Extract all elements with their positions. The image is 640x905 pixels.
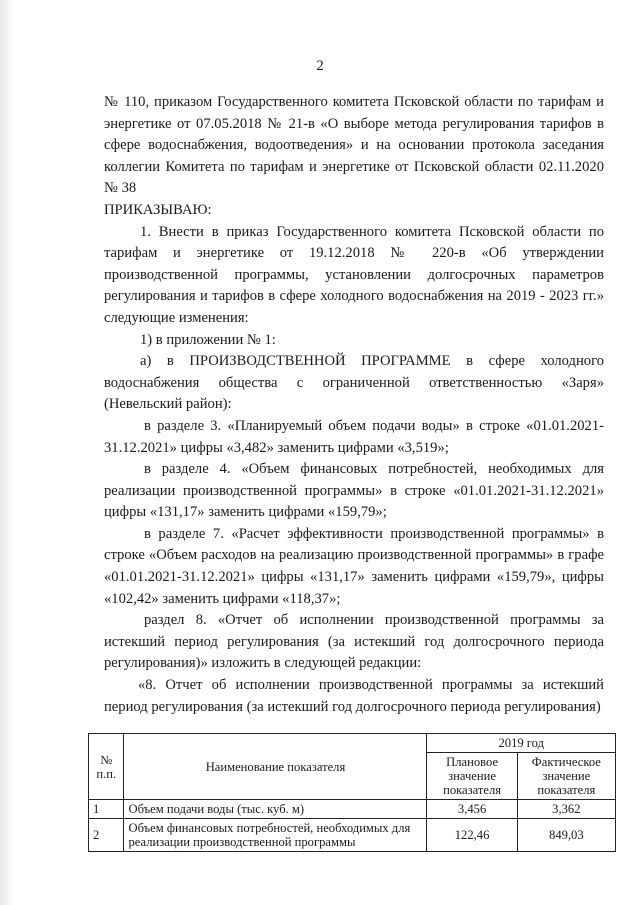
table-row bbox=[89, 800, 616, 819]
paragraph-section-7: в разделе 7. «Расчет эффективности производственной программы» в строке «Объем расходов на реализацию производственной программы» в графе «01.01.2021-31.12.2021» цифры «131,17» заменить цифрами «159,79», цифры «102,42» заменить цифрами «118,37»; bbox=[104, 525, 604, 607]
paragraph-subitem-a: а) в ПРОИЗВОДСТВЕННОЙ ПРОГРАММЕ в сфере холодного водоснабжения общества с ограниченной ответственностью «Заря» (Невельский район): bbox=[104, 353, 604, 413]
paragraph-section-8: раздел 8. «Отчет об исполнении производственной программы за истекший период регулирования (за истекший год долгосрочного периода регулирования)» изложить в следующей редакции: bbox=[104, 612, 604, 672]
paragraph-report-title: «8. Отчет об исполнении производственной программы за истекший период регулирования (за истекший год долгосрочного периода регулирования) bbox=[104, 677, 604, 715]
header-year: 2019 год bbox=[427, 734, 616, 753]
paragraph-appendix-1: 1) в приложении № 1: bbox=[140, 331, 276, 348]
header-indicator-name: Наименование показателя bbox=[124, 734, 427, 800]
row-planned-value: 122,46 bbox=[427, 819, 517, 852]
page-number: 2 bbox=[316, 58, 324, 74]
table-row bbox=[89, 819, 616, 852]
report-table bbox=[88, 733, 616, 852]
row-actual-value: 849,03 bbox=[517, 819, 615, 852]
paragraph-section-4: в разделе 4. «Объем финансовых потребностей, необходимых для реализации производственной программы» в строке «01.01.2021-31.12.2021» цифры «131,17» заменить цифрами «159,79»; bbox=[104, 461, 604, 521]
table-header-row bbox=[89, 734, 616, 753]
paragraph-item-1: 1. Внести в приказ Государственного комитета Псковской области по тарифам и энергетике от 19.12.2018 № 220-в «Об утверждении производственной программы, установлении долгосрочных параметров регулирования и тарифов в сфере холодного водоснабжения на 2019 - 2023 гг.» следующие изменения: bbox=[104, 223, 604, 326]
row-indicator-name: Объем подачи воды (тыс. куб. м) bbox=[124, 800, 427, 819]
paragraph-order-heading: ПРИКАЗЫВАЮ: bbox=[104, 201, 212, 218]
row-actual-value: 3,362 bbox=[517, 800, 615, 819]
paragraph-legal-basis: № 110, приказом Государственного комитета Псковской области по тарифам и энергетике от 07.05.2018 № 21-в «О выборе метода регулирования тарифов в сфере водоснабжения, водоотведения» и на основании протокола заседания коллегии Комитета по тарифам и энергетике от Псковской области 02.11.2020 № 38 bbox=[104, 94, 604, 197]
row-number: 2 bbox=[89, 819, 124, 852]
row-planned-value: 3,456 bbox=[427, 800, 517, 819]
header-actual-value: Фактическое значение показателя bbox=[517, 753, 615, 800]
header-number: № п.п. bbox=[89, 734, 124, 800]
body-text-block bbox=[104, 92, 604, 718]
header-planned-value: Плановое значение показателя bbox=[427, 753, 517, 800]
row-number: 1 bbox=[89, 800, 124, 819]
row-indicator-name: Объем финансовых потребностей, необходимых для реализации производственной программы bbox=[124, 819, 427, 852]
scan-left-edge bbox=[0, 0, 14, 905]
paragraph-section-3: в разделе 3. «Планируемый объем подачи воды» в строке «01.01.2021-31.12.2021» цифры «3,482» заменить цифрами «3,519»; bbox=[104, 417, 604, 456]
